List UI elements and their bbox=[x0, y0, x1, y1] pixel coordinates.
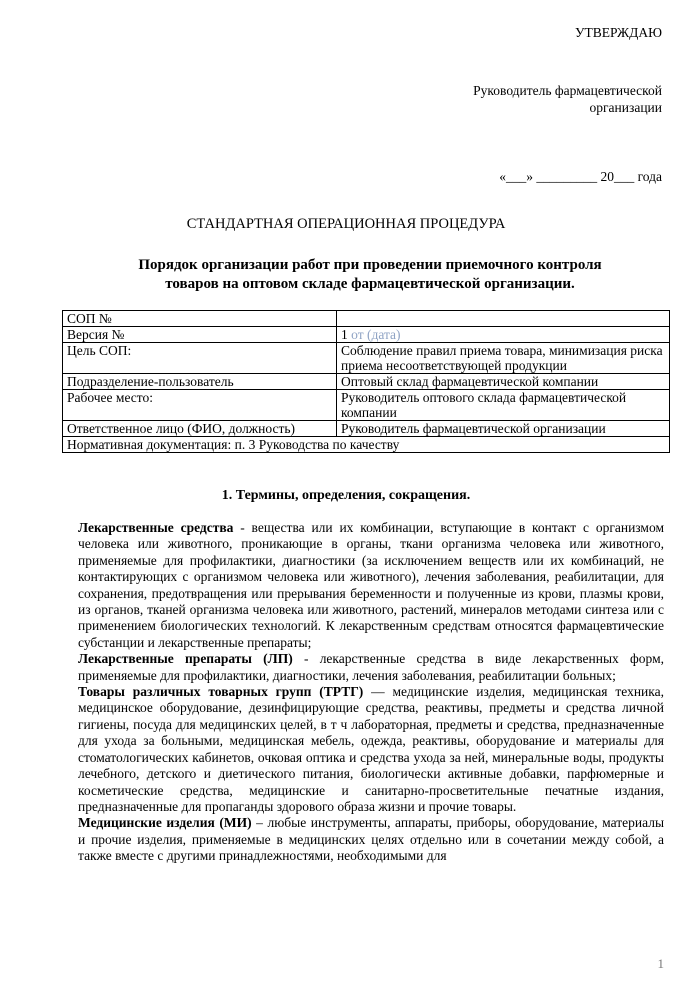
version-label: Версия № bbox=[63, 327, 337, 343]
page-number: 1 bbox=[657, 956, 664, 971]
approval-role bbox=[473, 82, 662, 116]
table-row bbox=[63, 327, 670, 343]
approval-heading: УТВЕРЖДАЮ bbox=[574, 25, 662, 40]
responsible-label: Ответственное лицо (ФИО, должность) bbox=[63, 421, 337, 437]
approval-role-line2: организации bbox=[589, 100, 662, 115]
terms-body bbox=[78, 520, 664, 865]
subtitle-line2: товаров на оптовом складе фармацевтической организации. bbox=[165, 276, 575, 292]
term-definition: - вещества или их комбинации, вступающие в контакт с организмом человека или животного, проникающие в органы, ткани организма человека или животного, применяемые для профилактики, диагностики (за исключением веществ или их комбинаций, не контактирующих с организмом человека или животного), лечения заболевания, реабилитации, для сохранения, предотвращения или прерывания беременности и полученные из крови, плазмы крови, из органов, тканей организма человека или животного, растений, минералов методами синтеза или с применением биологических технологий. К лекарственным средствам относятся фармацевтические субстанции и лекарственные препараты; bbox=[78, 520, 665, 650]
department-value: Оптовый склад фармацевтической компании bbox=[337, 374, 670, 390]
approval-role-line1: Руководитель фармацевтической bbox=[473, 83, 662, 98]
approval-date-line: «___» _________ 20___ года bbox=[499, 169, 662, 184]
table-row bbox=[63, 374, 670, 390]
version-number: 1 bbox=[341, 327, 348, 342]
department-label: Подразделение-пользователь bbox=[63, 374, 337, 390]
term-paragraph bbox=[78, 815, 664, 864]
table-row bbox=[63, 390, 670, 421]
table-row bbox=[63, 311, 670, 327]
workplace-label: Рабочее место: bbox=[63, 390, 337, 421]
responsible-value: Руководитель фармацевтической организации bbox=[337, 421, 670, 437]
normative-docs: Нормативная документация: п. 3 Руководства по качеству bbox=[63, 437, 670, 453]
term-name: Лекарственные средства bbox=[78, 520, 234, 535]
term-paragraph bbox=[78, 651, 664, 684]
term-name: Медицинские изделия (МИ) bbox=[78, 815, 252, 831]
term-definition: – любые инструменты, аппараты, приборы, оборудование, материалы и прочие изделия, применяемые в медицинских целях отдельно или в сочетании между собой, а также вместе с другими принадлежностями, необходимыми для bbox=[78, 815, 665, 864]
table-row bbox=[63, 437, 670, 453]
version-date-placeholder: от (дата) bbox=[351, 327, 401, 342]
sop-number-label: СОП № bbox=[63, 311, 337, 327]
term-name: Товары различных товарных групп (ТРТГ) bbox=[78, 684, 364, 700]
workplace-value: Руководитель оптового склада фармацевтической компании bbox=[337, 390, 670, 421]
term-paragraph bbox=[78, 684, 664, 815]
document-title: СТАНДАРТНАЯ ОПЕРАЦИОННАЯ ПРОЦЕДУРА bbox=[186, 216, 506, 232]
table-row bbox=[63, 343, 670, 374]
sop-number-value bbox=[337, 311, 670, 327]
goal-value: Соблюдение правил приема товара, минимизация риска приема несоответствующей продукции bbox=[337, 343, 670, 374]
table-row bbox=[63, 421, 670, 437]
section-title: 1. Термины, определения, сокращения. bbox=[221, 488, 471, 503]
term-definition: - лекарственные средства в виде лекарственных форм, применяемые для профилактики, диагностики, лечения заболевания, реабилитации больных; bbox=[78, 651, 664, 683]
sop-info-table bbox=[62, 310, 670, 453]
document-subtitle bbox=[70, 256, 670, 294]
term-definition: — медицинские изделия, медицинская техника, медицинское оборудование, дезинфицирующие средства, реактивы, предметы и средства личной гигиены, посуда для медицинских целей, в т ч лабораторная, предметы и средства, предназначенные для ухода за больными, медицинская мебель, одежда, реактивы, оборудование и материалы для стоматологических кабинетов, очковая оптика и средства ухода за ней, минеральные воды, продукты лечебного, детского и диетического питания, биологически активные добавки, парфюмерные и косметические средства, медицинские и санитарно-просветительные печатные издания, предназначенные для пропаганды здорового образа жизни и прочие товары. bbox=[78, 684, 664, 814]
term-name: Лекарственные препараты (ЛП) bbox=[78, 651, 293, 667]
version-value bbox=[337, 327, 670, 343]
goal-label: Цель СОП: bbox=[63, 343, 337, 374]
term-paragraph bbox=[78, 520, 664, 651]
subtitle-line1: Порядок организации работ при проведении приемочного контроля bbox=[138, 257, 602, 273]
